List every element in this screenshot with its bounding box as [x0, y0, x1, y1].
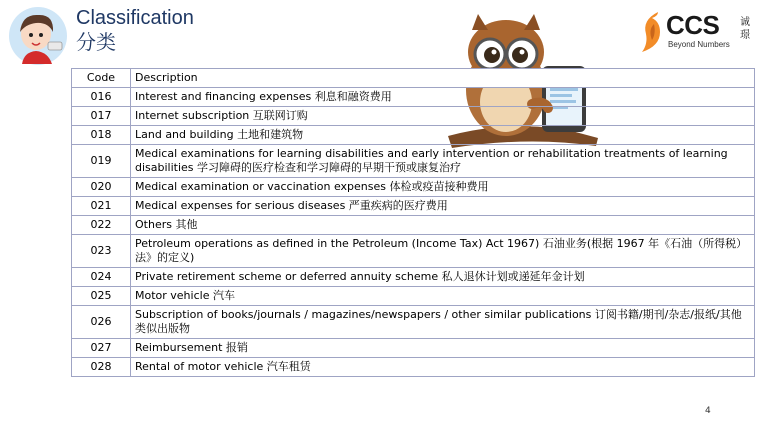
row-description: Subscription of books/journals / magazines/newspapers / other similar publications 订阅书籍/期刊/杂志/报纸/其他类似出版物: [131, 306, 755, 339]
row-description: Medical examination or vaccination expenses 体检或疫苗接种费用: [131, 178, 755, 197]
row-code: 026: [72, 306, 131, 339]
table-row: [72, 268, 755, 287]
table-row: [72, 88, 755, 107]
page-title: [76, 6, 194, 54]
table-row: [72, 197, 755, 216]
table-row: [72, 235, 755, 268]
row-description: Rental of motor vehicle 汽车租赁: [131, 358, 755, 377]
row-description: Petroleum operations as defined in the Petroleum (Income Tax) Act 1967) 石油业务(根据 1967 年《石油（所得税）法》的定义): [131, 235, 755, 268]
row-code: 023: [72, 235, 131, 268]
table-row: [72, 306, 755, 339]
row-description: Internet subscription 互联网订购: [131, 107, 755, 126]
table-row: [72, 339, 755, 358]
row-code: 017: [72, 107, 131, 126]
table-row: [72, 178, 755, 197]
row-code: 018: [72, 126, 131, 145]
table-header-row: [72, 69, 755, 88]
row-code: 019: [72, 145, 131, 178]
presenter-avatar-icon: [8, 6, 68, 66]
row-description: Reimbursement 报销: [131, 339, 755, 358]
table-row: [72, 358, 755, 377]
row-description: Interest and financing expenses 利息和融资费用: [131, 88, 755, 107]
row-code: 025: [72, 287, 131, 306]
row-code: 027: [72, 339, 131, 358]
row-description: Others 其他: [131, 216, 755, 235]
row-code: 020: [72, 178, 131, 197]
table-row: [72, 126, 755, 145]
row-description: Motor vehicle 汽车: [131, 287, 755, 306]
ccs-logo: [638, 10, 762, 56]
page-title-english: Classification: [76, 7, 194, 29]
column-header-code: Code: [72, 69, 131, 88]
row-code: 021: [72, 197, 131, 216]
classification-table: [71, 68, 755, 377]
row-description: Medical expenses for serious diseases 严重疾病的医疗费用: [131, 197, 755, 216]
row-description: Private retirement scheme or deferred annuity scheme 私人退休计划或递延年金计划: [131, 268, 755, 287]
row-code: 028: [72, 358, 131, 377]
page-number: 4: [705, 406, 711, 416]
row-code: 016: [72, 88, 131, 107]
row-description: Medical examinations for learning disabilities and early intervention or rehabilitation treatments of learning disabilities 学习障碍的医疗检查和学习障碍的早期干预或康复治疗: [131, 145, 755, 178]
table-row: [72, 145, 755, 178]
row-code: 024: [72, 268, 131, 287]
column-header-description: Description: [131, 69, 755, 88]
table-row: [72, 216, 755, 235]
table-row: [72, 107, 755, 126]
row-description: Land and building 土地和建筑物: [131, 126, 755, 145]
logo-name: CCS: [666, 10, 720, 40]
logo-tagline: Beyond Numbers: [668, 40, 730, 49]
presenter-avatar: [8, 6, 68, 66]
row-code: 022: [72, 216, 131, 235]
page-title-chinese: 分类: [76, 30, 116, 54]
logo-chinese-name: 诚璟: [740, 17, 750, 41]
table-row: [72, 287, 755, 306]
ccs-logo-flame-icon: [638, 10, 666, 54]
